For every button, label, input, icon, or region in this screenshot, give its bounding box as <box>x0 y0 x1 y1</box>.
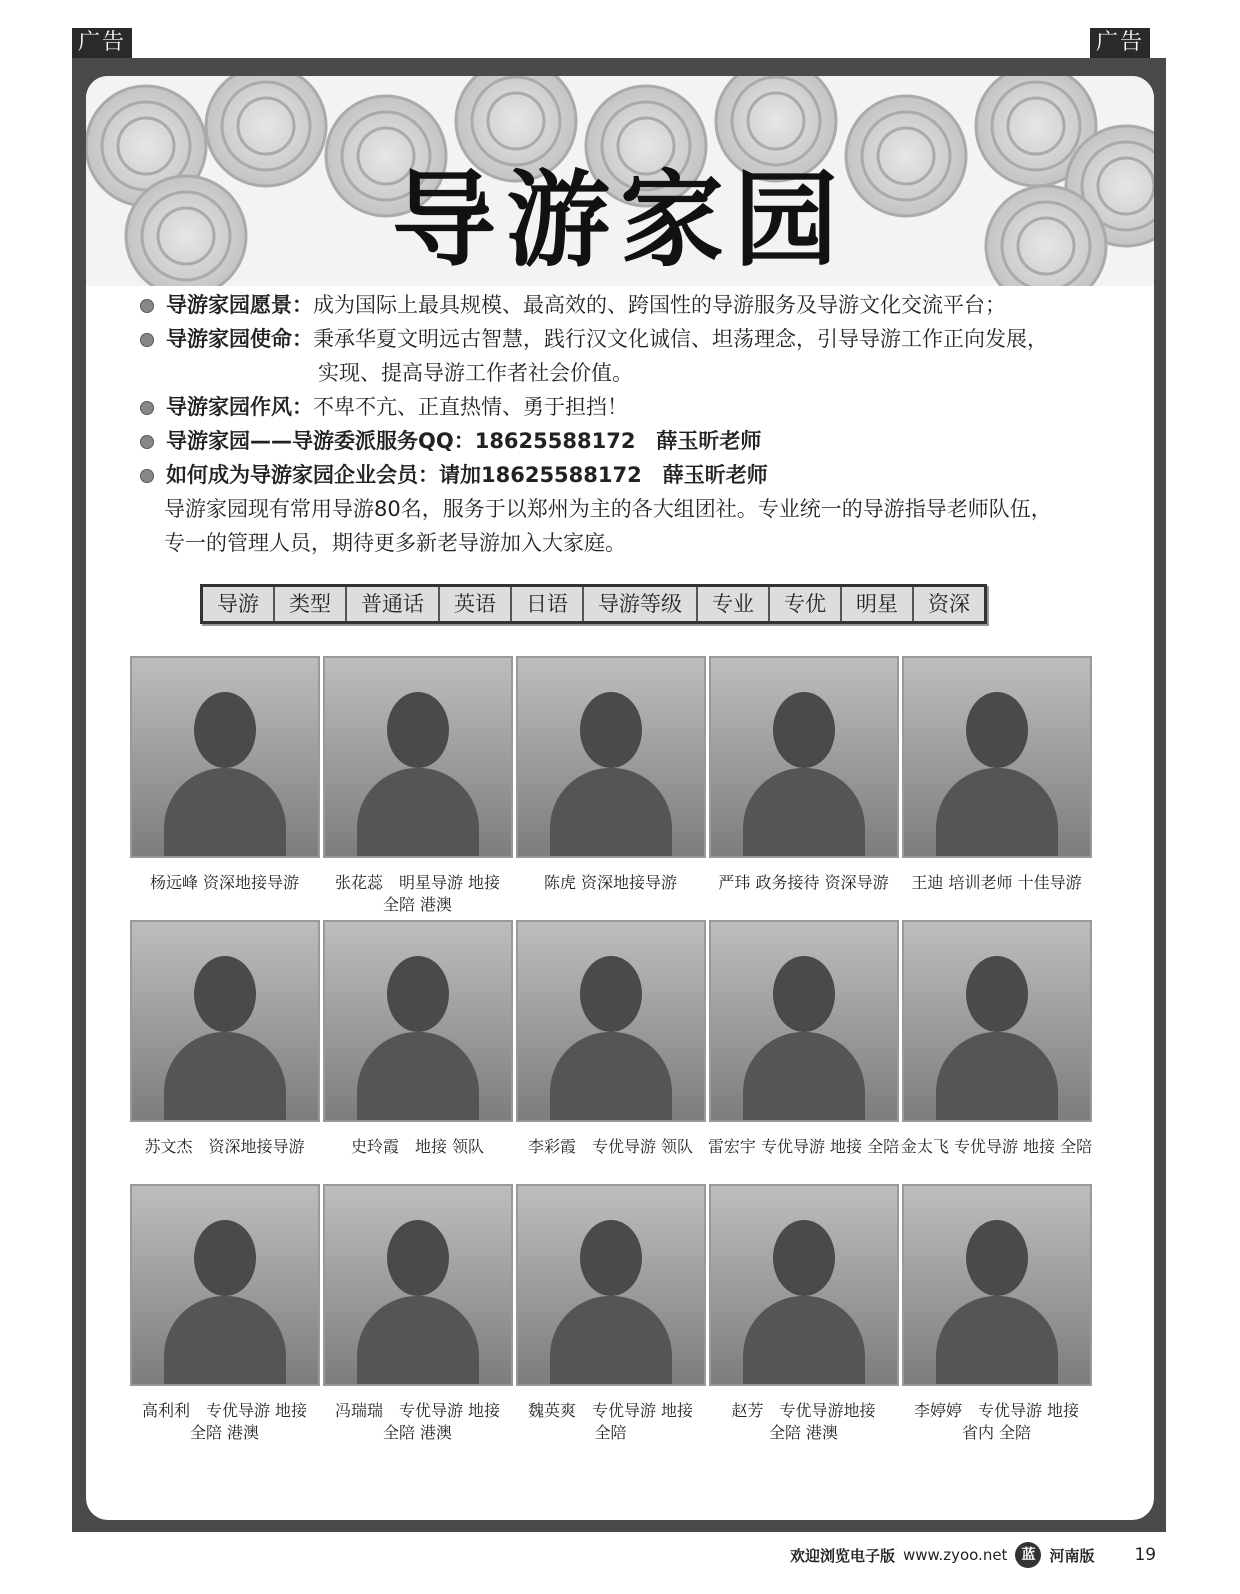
category-label: 导游 <box>203 587 275 621</box>
qq-contact: 导游家园——导游委派服务QQ：18625588172 薛玉昕老师 <box>166 429 762 453</box>
guide-photo <box>323 1184 513 1386</box>
guide-caption: 赵芳 专优导游地接 全陪 港澳 <box>731 1401 876 1442</box>
guide-caption: 史玲霞 地接 领队 <box>350 1137 485 1156</box>
page-footer <box>790 1542 1156 1568</box>
footer-url: www.zyoo.net <box>903 1546 1008 1564</box>
guide-caption: 杨远峰 资深地接导游 <box>149 873 300 892</box>
footer-welcome: 欢迎浏览电子版 <box>790 1546 896 1565</box>
brand-logo-icon: 蓝 <box>1015 1542 1041 1568</box>
ad-tag-left: 广告 <box>72 28 132 58</box>
intro-paragraph-2: 专一的管理人员，期待更多新老导游加入大家庭。 <box>164 531 626 555</box>
category-label: 普通话 <box>347 587 440 621</box>
guide-caption: 高利利 专优导游 地接 全陪 港澳 <box>141 1401 308 1442</box>
guide-photo <box>323 656 513 858</box>
mission-label: 导游家园使命： <box>166 327 313 351</box>
category-label: 导游等级 <box>584 587 698 621</box>
guide-caption: 王迪 培训老师 十佳导游 <box>911 873 1082 892</box>
guide-photo-grid <box>128 656 1094 1448</box>
guide-caption: 严玮 政务接待 资深导游 <box>718 873 889 892</box>
guide-photo <box>323 920 513 1122</box>
guide-card <box>128 656 321 920</box>
style-label: 导游家园作风： <box>166 395 313 419</box>
guide-caption: 李婷婷 专优导游 地接 省内 全陪 <box>913 1401 1080 1442</box>
guide-photo <box>516 920 706 1122</box>
guide-caption: 陈虎 资深地接导游 <box>543 873 678 892</box>
guide-card <box>707 920 900 1184</box>
ad-tag-right: 广告 <box>1090 28 1150 58</box>
guide-photo <box>902 656 1092 858</box>
page-number: 19 <box>1134 1545 1157 1565</box>
ad-panel <box>86 76 1154 1520</box>
guide-caption: 苏文杰 资深地接导游 <box>144 1137 305 1156</box>
guide-card <box>321 920 514 1184</box>
guide-row <box>128 1184 1094 1448</box>
guide-card <box>514 656 707 920</box>
guide-card <box>128 920 321 1184</box>
guide-card <box>707 656 900 920</box>
category-label: 资深 <box>928 592 970 616</box>
ad-title: 导游家园 <box>391 159 848 281</box>
guide-photo <box>130 656 320 858</box>
guide-photo <box>516 1184 706 1386</box>
guide-photo <box>516 656 706 858</box>
bullet-icon <box>140 401 154 415</box>
category-label: 专优 <box>770 587 842 621</box>
bullet-icon <box>140 435 154 449</box>
guide-card <box>514 920 707 1184</box>
guide-photo <box>130 1184 320 1386</box>
guide-row <box>128 920 1094 1184</box>
guide-card <box>900 920 1093 1184</box>
guide-photo <box>902 920 1092 1122</box>
guide-caption: 张花蕊 明星导游 地接 全陪 港澳 <box>334 873 501 914</box>
category-label: 日语 <box>512 587 584 621</box>
guide-row <box>128 656 1094 920</box>
mission-text-cont: 实现、提高导游工作者社会价值。 <box>318 361 633 385</box>
category-label: 类型 <box>275 587 347 621</box>
member-contact: 如何成为导游家园企业会员：请加18625588172 薛玉昕老师 <box>166 463 768 487</box>
guide-caption: 冯瑞瑞 专优导游 地接 全陪 港澳 <box>334 1401 501 1442</box>
guide-card <box>514 1184 707 1448</box>
mission-text: 秉承华夏文明远古智慧，践行汉文化诚信、坦荡理念，引导导游工作正向发展， <box>313 327 1048 351</box>
category-label: 专业 <box>698 587 770 621</box>
vision-label: 导游家园愿景： <box>166 293 313 317</box>
guide-photo <box>709 656 899 858</box>
guide-caption: 金太飞 专优导游 地接 全陪 <box>900 1137 1093 1156</box>
bullet-icon <box>140 299 154 313</box>
guide-photo <box>709 920 899 1122</box>
guide-photo <box>902 1184 1092 1386</box>
guide-caption: 李彩霞 专优导游 领队 <box>527 1137 694 1156</box>
guide-photo <box>130 920 320 1122</box>
guide-photo <box>709 1184 899 1386</box>
bullet-icon <box>140 333 154 347</box>
guide-card <box>321 1184 514 1448</box>
guide-card <box>900 656 1093 920</box>
guide-card <box>900 1184 1093 1448</box>
intro-list <box>140 288 1100 560</box>
guide-caption: 魏英爽 专优导游 地接 全陪 <box>527 1401 694 1442</box>
category-label: 明星 <box>842 587 914 621</box>
guide-card <box>321 656 514 920</box>
vision-text: 成为国际上最具规模、最高效的、跨国性的导游服务及导游文化交流平台； <box>313 293 1006 317</box>
footer-edition: 河南版 <box>1049 1546 1095 1565</box>
guide-card <box>128 1184 321 1448</box>
category-label: 英语 <box>440 587 512 621</box>
bullet-icon <box>140 469 154 483</box>
guide-card <box>707 1184 900 1448</box>
guide-caption: 雷宏宇 专优导游 地接 全陪 <box>707 1137 900 1156</box>
intro-paragraph-1: 导游家园现有常用导游80名，服务于以郑州为主的各大组团社。专业统一的导游指导老师队伍， <box>164 497 1052 521</box>
category-bar <box>200 584 987 624</box>
style-text: 不卑不亢、正直热情、勇于担挡！ <box>313 395 628 419</box>
